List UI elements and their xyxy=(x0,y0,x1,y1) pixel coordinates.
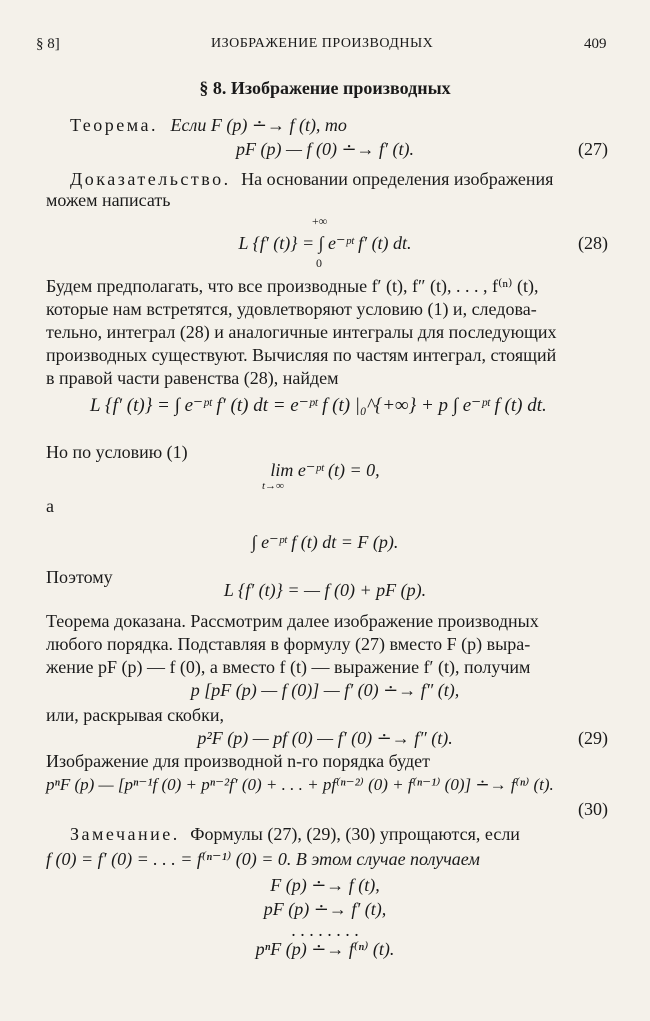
theorem-label: Теорема. xyxy=(70,115,159,135)
remark-formula-1: F (p) ∸→ f (t), xyxy=(270,875,380,895)
eq-number-28: (28) xyxy=(578,233,608,253)
remark-formula-2: pF (p) ∸→ f′ (t), xyxy=(263,899,387,919)
eq-number-29: (29) xyxy=(578,728,608,748)
formula-29: p²F (p) — pf (0) — f′ (0) ∸→ f″ (t). xyxy=(197,728,453,748)
paragraph-1-line: Будем предполагать, что все производные f′ (t), f″ (t), . . . , f⁽ⁿ⁾ (t), xyxy=(46,276,539,296)
remark-text: Формулы (27), (29), (30) упрощаются, если xyxy=(190,824,520,844)
condition-a: а xyxy=(46,496,54,516)
condition-intro: Но по условию (1) xyxy=(46,442,188,462)
header-running-title: ИЗОБРАЖЕНИЕ ПРОИЗВОДНЫХ xyxy=(211,36,434,51)
formula-27: pF (p) — f (0) ∸→ f′ (t). xyxy=(236,139,414,159)
paragraph-1-line: производных существуют. Вычисляя по частям интеграл, стоящий xyxy=(46,345,557,365)
paragraph-2 xyxy=(46,610,608,679)
remark-line-1 xyxy=(70,822,520,846)
proof-text: На основании определения изображения xyxy=(241,169,554,189)
paragraph-1-line: в правой части равенства (28), найдем xyxy=(46,368,339,388)
eq-number-30: (30) xyxy=(578,799,608,819)
limit-lower-28: 0 xyxy=(316,256,322,270)
header-section-ref: § 8] xyxy=(36,36,60,52)
therefore-label: Поэтому xyxy=(46,567,113,587)
remark-line-2: f (0) = f′ (0) = . . . = f⁽ⁿ⁻¹⁾ (0) = 0. В этом случае получаем xyxy=(46,849,480,869)
paragraph-2-line: любого порядка. Подставляя в формулу (27) вместо F (p) выра- xyxy=(46,634,531,654)
limit-formula: lim e⁻ᵖᵗ (t) = 0, xyxy=(270,460,380,480)
or-open-brackets: или, раскрывая скобки, xyxy=(46,705,224,725)
limit-upper-28: +∞ xyxy=(312,214,328,228)
header-page-number: 409 xyxy=(584,36,607,52)
proof-line-2: можем написать xyxy=(46,190,171,210)
proof-label: Доказательство. xyxy=(70,169,231,189)
therefore-formula: L {f′ (t)} = — f (0) + pF (p). xyxy=(223,580,427,600)
paragraph-1-line: тельно, интеграл (28) и аналогичные интегралы для последующих xyxy=(46,322,557,342)
paragraph-1-line: которые нам встретятся, удовлетворяют условию (1) и, следова- xyxy=(46,299,537,319)
order-n-intro: Изображение для производной n-го порядка будет xyxy=(46,751,430,771)
formula-integration-by-parts: L {f′ (t)} = ∫ e⁻ᵖᵗ f′ (t) dt = e⁻ᵖᵗ f (t) |₀^{+∞} + p ∫ e⁻ᵖᵗ f (t) dt. xyxy=(90,395,547,416)
formula-28: L {f′ (t)} = ∫ e⁻ᵖᵗ f′ (t) dt. xyxy=(238,233,412,253)
paragraph-1 xyxy=(46,275,608,390)
integral-F: ∫ e⁻ᵖᵗ f (t) dt = F (p). xyxy=(251,532,399,552)
limit-subscript: t→∞ xyxy=(262,480,284,492)
remark-dots: . . . . . . . . xyxy=(291,920,359,940)
remark-formula-3: pⁿF (p) ∸→ f⁽ⁿ⁾ (t). xyxy=(255,939,395,959)
formula-substitution: p [pF (p) — f (0)] — f′ (0) ∸→ f″ (t), xyxy=(190,680,460,700)
section-title: § 8. Изображение производных xyxy=(199,78,451,98)
remark-label: Замечание. xyxy=(70,824,180,844)
paragraph-2-line: Теорема доказана. Рассмотрим далее изображение производных xyxy=(46,611,539,631)
formula-30: pⁿF (p) — [pⁿ⁻¹f (0) + pⁿ⁻²f′ (0) + . . . + pf⁽ⁿ⁻²⁾ (0) + f⁽ⁿ⁻¹⁾ (0)] ∸→ f⁽ⁿ⁾ (t). xyxy=(46,775,554,794)
eq-number-27: (27) xyxy=(578,139,608,159)
theorem-statement: Если F (p) ∸→ f (t), то xyxy=(170,115,347,135)
paragraph-2-line: жение pF (p) — f (0), а вместо f (t) — выражение f′ (t), получим xyxy=(46,657,531,677)
theorem xyxy=(70,113,347,137)
